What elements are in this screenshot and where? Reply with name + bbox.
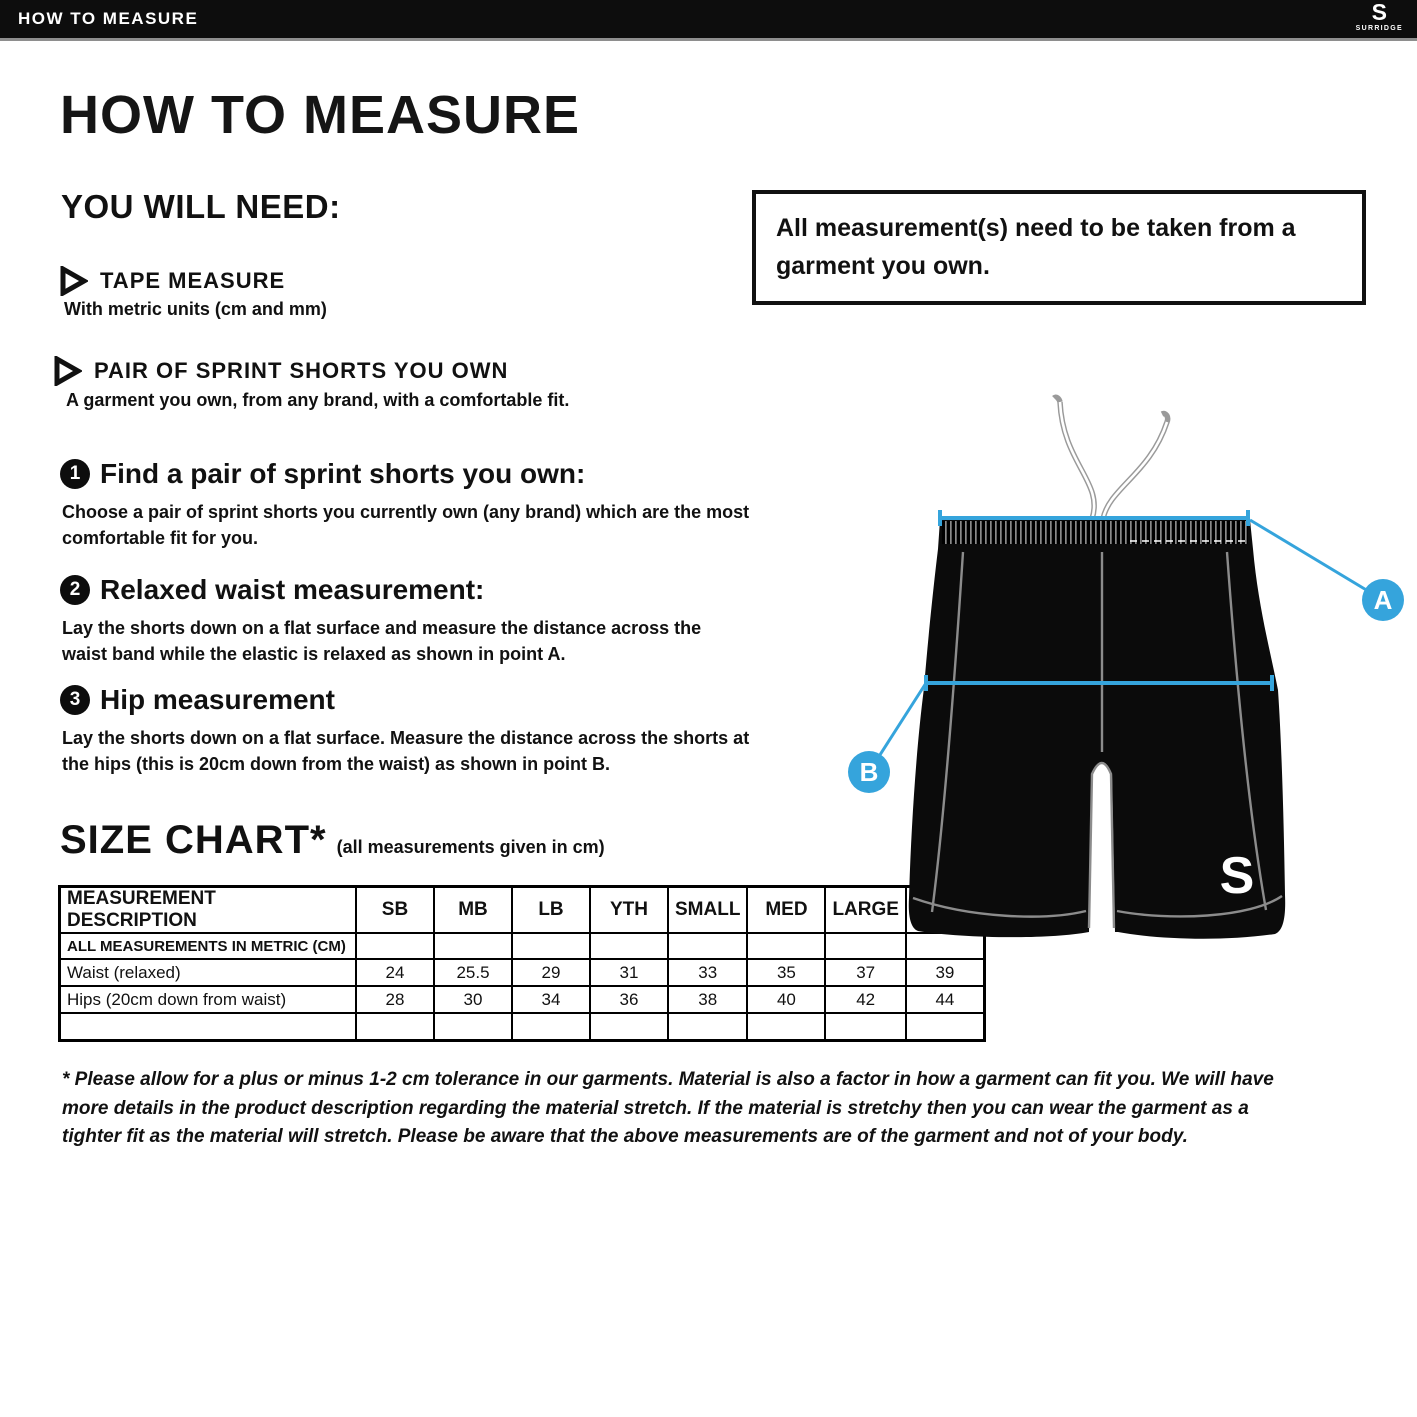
column-header: YTH [590, 887, 668, 934]
step-body: Lay the shorts down on a flat surface. Measure the distance across the shorts at the hips (this is 20cm down from the waist) as shown in point B. [62, 728, 750, 775]
column-header: MB [434, 887, 512, 934]
surridge-wordmark: SURRIDGE [1355, 25, 1403, 32]
triangle-bullet-icon [60, 266, 88, 296]
need-item-title: PAIR OF SPRINT SHORTS YOU OWN [94, 358, 509, 383]
cell: 28 [356, 986, 434, 1013]
step-3 [60, 684, 754, 777]
step-number-badge: 2 [60, 575, 90, 605]
row-label: Waist (relaxed) [60, 959, 357, 986]
cell: 35 [747, 959, 825, 986]
point-b-badge [848, 751, 890, 793]
need-item-title: TAPE MEASURE [100, 268, 286, 293]
cell [356, 933, 434, 959]
cell: 24 [356, 959, 434, 986]
note-box [752, 190, 1366, 305]
cell [590, 1013, 668, 1041]
table-row [60, 986, 985, 1013]
cell: 38 [668, 986, 747, 1013]
cell [434, 1013, 512, 1041]
shorts-diagram [820, 390, 1417, 990]
garment-s-logo: S [1219, 847, 1255, 905]
cell: 40 [747, 986, 825, 1013]
column-header: SMALL [668, 887, 747, 934]
cell: 30 [434, 986, 512, 1013]
cell [590, 933, 668, 959]
need-item-subtitle: A garment you own, from any brand, with a comfortable fit. [66, 390, 570, 410]
step-number-badge: 3 [60, 685, 90, 715]
column-header: MED [747, 887, 825, 934]
surridge-s-icon: S [1371, 0, 1387, 25]
footnote-line: tighter fit as the material will stretch. Please be aware that the above measurements are of the garment and not of your body. [62, 1126, 1188, 1147]
row-label [60, 1013, 357, 1041]
cell [356, 1013, 434, 1041]
cell [512, 1013, 590, 1041]
need-item-tape-measure [60, 266, 285, 296]
page-title: HOW TO MEASURE [60, 85, 581, 145]
cell: 33 [668, 959, 747, 986]
footnote [62, 1066, 1382, 1152]
step-body: Lay the shorts down on a flat surface and measure the distance across the waist band while the elastic is relaxed as shown in point A. [62, 618, 702, 665]
surridge-logo [1356, 1, 1403, 32]
cell [906, 1013, 985, 1041]
need-item-sprint-shorts [54, 356, 508, 386]
point-b-label: B [859, 757, 879, 787]
footnote-line: * Please allow for a plus or minus 1-2 cm tolerance in our garments. Material is also a factor in how a garment can fit you. We will have [62, 1069, 1274, 1090]
cell: 25.5 [434, 959, 512, 986]
cell [668, 1013, 747, 1041]
size-chart-title: SIZE CHART* [60, 818, 327, 862]
step-body: Choose a pair of sprint shorts you currently own (any brand) which are the most comfortable fit for you. [62, 502, 750, 549]
step-1 [60, 458, 817, 551]
column-header: LB [512, 887, 590, 934]
cell: 31 [590, 959, 668, 986]
top-bar-divider [0, 38, 1417, 41]
size-chart-heading [60, 818, 605, 863]
cell [512, 933, 590, 959]
column-header: LARGE [825, 887, 906, 934]
you-will-need-heading: YOU WILL NEED: [61, 188, 341, 225]
cell [825, 1013, 906, 1041]
column-header: MEASUREMENT DESCRIPTION [60, 887, 357, 934]
cell [747, 933, 825, 959]
column-header: SB [356, 887, 434, 934]
step-heading: Hip measurement [100, 684, 335, 715]
cell: 42 [825, 986, 906, 1013]
cell: 37 [825, 959, 906, 986]
step-2 [60, 574, 730, 667]
leader-line-a [1250, 520, 1383, 600]
cell [434, 933, 512, 959]
top-bar [0, 0, 1417, 38]
triangle-bullet-icon [54, 356, 82, 386]
step-heading: Find a pair of sprint shorts you own: [100, 458, 586, 489]
top-bar-title: HOW TO MEASURE [18, 9, 199, 28]
size-chart-subtitle: (all measurements given in cm) [336, 837, 605, 857]
cell [668, 933, 747, 959]
cell: 44 [906, 986, 985, 1013]
table-row [60, 1013, 985, 1041]
row-label: Hips (20cm down from waist) [60, 986, 357, 1013]
cell: 39 [906, 959, 985, 986]
footnote-line: more details in the product description regarding the material stretch. If the material is stretchy then you can wear the garment as a [62, 1097, 1249, 1119]
step-heading: Relaxed waist measurement: [100, 574, 485, 605]
note-box-text: All measurement(s) need to be taken from a garment you own. [776, 214, 1296, 280]
row-label: ALL MEASUREMENTS IN METRIC (CM) [60, 933, 357, 959]
need-item-subtitle: With metric units (cm and mm) [64, 299, 327, 319]
cell: 36 [590, 986, 668, 1013]
cell [747, 1013, 825, 1041]
point-a-badge [1362, 579, 1404, 621]
step-number-badge: 1 [60, 459, 90, 489]
cell: 34 [512, 986, 590, 1013]
point-a-label: A [1373, 585, 1393, 615]
cell: 29 [512, 959, 590, 986]
drawstring [1054, 397, 1168, 519]
